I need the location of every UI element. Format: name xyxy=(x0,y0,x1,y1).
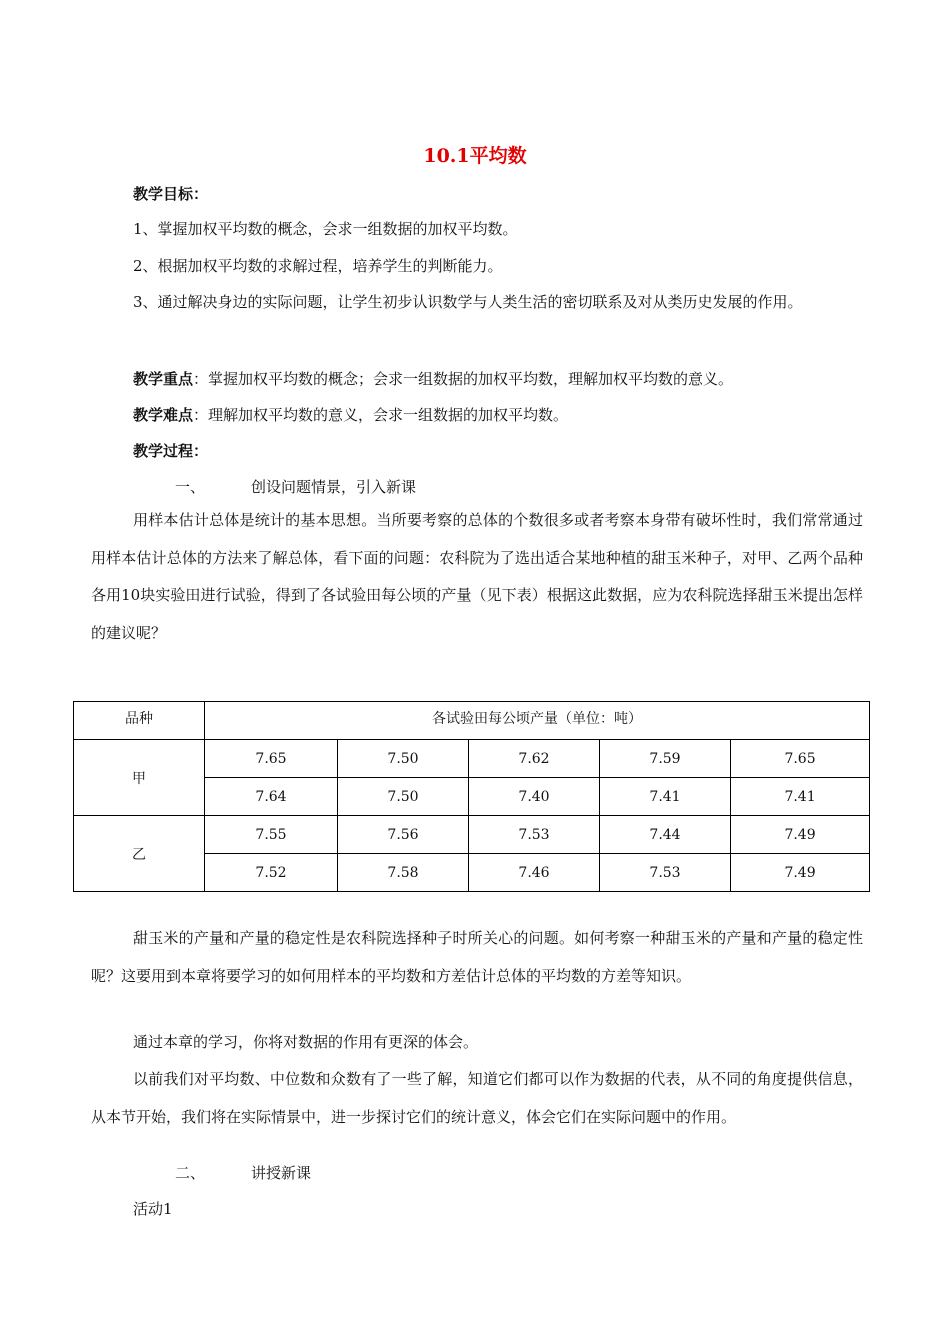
yield-cell: 7.49 xyxy=(731,854,870,892)
header-yield: 各试验田每公顷产量（单位：吨） xyxy=(205,702,870,740)
key-points xyxy=(133,368,733,389)
section1-number: 一、 xyxy=(175,478,206,496)
activity-label: 活动1 xyxy=(133,1200,173,1218)
key-points-label: 教学重点 xyxy=(133,370,194,388)
yield-cell: 7.41 xyxy=(600,778,731,816)
process-heading: 教学过程： xyxy=(133,442,209,460)
yield-cell: 7.46 xyxy=(469,854,600,892)
yield-cell: 7.64 xyxy=(205,778,338,816)
yield-cell: 7.52 xyxy=(205,854,338,892)
difficulties-label: 教学难点 xyxy=(133,406,194,424)
yield-cell: 7.65 xyxy=(205,740,338,778)
yield-cell: 7.56 xyxy=(338,816,469,854)
yield-table xyxy=(73,701,870,892)
table-row xyxy=(74,740,870,778)
yield-cell: 7.44 xyxy=(600,816,731,854)
section2-heading xyxy=(175,1162,311,1183)
variety-cell: 甲 xyxy=(74,740,205,816)
yield-cell: 7.55 xyxy=(205,816,338,854)
yield-cell: 7.50 xyxy=(338,740,469,778)
yield-cell: 7.62 xyxy=(469,740,600,778)
yield-cell: 7.65 xyxy=(731,740,870,778)
yield-cell: 7.53 xyxy=(600,854,731,892)
yield-cell: 7.53 xyxy=(469,816,600,854)
section1-title: 创设问题情景，引入新课 xyxy=(251,478,417,496)
page-title: 10.1平均数 xyxy=(423,145,527,167)
yield-cell: 7.40 xyxy=(469,778,600,816)
yield-cell: 7.41 xyxy=(731,778,870,816)
paragraph-2: 甜玉米的产量和产量的稳定性是农科院选择种子时所关心的问题。如何考察一种甜玉米的产量和产量的稳定性呢？这要用到本章将要学习的如何用样本的平均数和方差估计总体的平均数的方差等知识。 xyxy=(91,929,863,985)
difficulties-text: ：理解加权平均数的意义，会求一组数据的加权平均数。 xyxy=(193,406,569,424)
section1-heading xyxy=(175,476,416,497)
yield-cell: 7.58 xyxy=(338,854,469,892)
objective-item-3: 3、通过解决身边的实际问题，让学生初步认识数学与人类生活的密切联系及对从类历史发展的作用。 xyxy=(133,293,803,311)
header-variety: 品种 xyxy=(74,702,205,740)
paragraph-4: 以前我们对平均数、中位数和众数有了一些了解，知道它们都可以作为数据的代表，从不同的角度提供信息，从本节开始，我们将在实际情景中，进一步探讨它们的统计意义，体会它们在实际问题中的作用。 xyxy=(91,1070,863,1126)
table-header-row xyxy=(74,702,870,740)
paragraph-3: 通过本章的学习，你将对数据的作用有更深的体会。 xyxy=(133,1033,479,1051)
table-row xyxy=(74,816,870,854)
key-points-text: ：掌握加权平均数的概念；会求一组数据的加权平均数，理解加权平均数的意义。 xyxy=(193,370,734,388)
section2-number: 二、 xyxy=(175,1164,206,1182)
difficulties xyxy=(133,404,568,425)
variety-cell: 乙 xyxy=(74,816,205,892)
objective-item-2: 2、根据加权平均数的求解过程，培养学生的判断能力。 xyxy=(133,257,503,275)
yield-cell: 7.49 xyxy=(731,816,870,854)
objectives-heading: 教学目标： xyxy=(133,185,209,203)
intro-paragraph: 用样本估计总体是统计的基本思想。当所要考察的总体的个数很多或者考察本身带有破坏性时，我们常常通过用样本估计总体的方法来了解总体，看下面的问题：农科院为了选出适合某地种植的甜玉米种子，对甲、乙两个品种各用10块实验田进行试验，得到了各试验田每公顷的产量（见下表）根据这此数据，应为农科院选择甜玉米提出怎样的建议呢？ xyxy=(91,511,863,642)
yield-cell: 7.50 xyxy=(338,778,469,816)
objective-item-1: 1、掌握加权平均数的概念，会求一组数据的加权平均数。 xyxy=(133,220,518,238)
yield-cell: 7.59 xyxy=(600,740,731,778)
section2-title: 讲授新课 xyxy=(251,1164,312,1182)
